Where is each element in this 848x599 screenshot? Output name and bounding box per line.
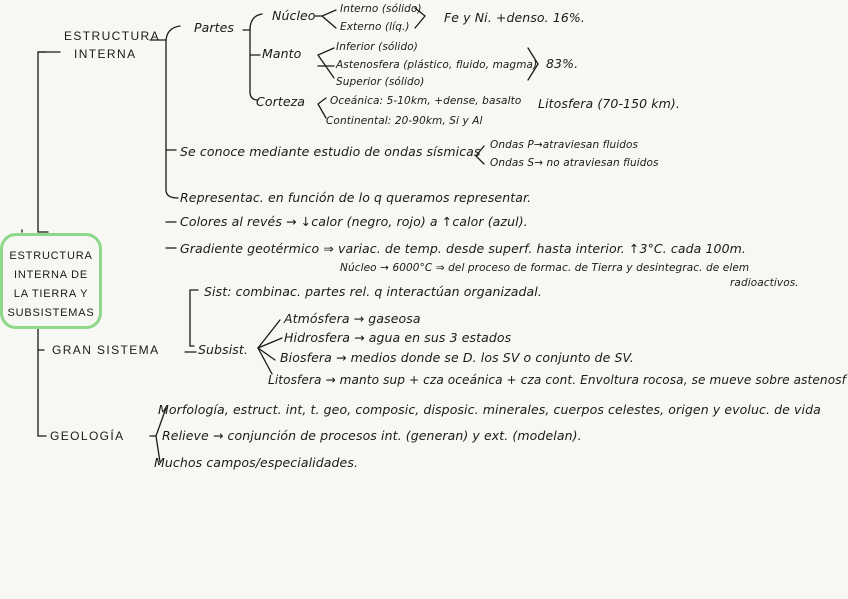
colores-text: Colores al revés → ↓calor (negro, rojo) a ↑calor (azul).: [180, 214, 528, 229]
representac-text: Representac. en función de lo q queramos representar.: [180, 190, 532, 205]
gran-sistema-title: GRAN SISTEMA: [52, 343, 160, 357]
ondas-text: Se conoce mediante estudio de ondas sísmicas: [180, 144, 481, 159]
manto-inferior: Inferior (sólido): [336, 41, 418, 53]
litosfera-text: Litosfera → manto sup + cza oceánica + cza cont. Envoltura rocosa, se mueve sobre astenosf: [268, 372, 846, 387]
nucleo-temp-text: Núcleo → 6000°C ⇒ del proceso de formac. de Tierra y desintegrac. de elem: [340, 262, 750, 274]
sist-text: Sist: combinac. partes rel. q interactúan organizadal.: [204, 284, 542, 299]
manto-astenosfera: Astenosfera (plástico, fluido, magma): [336, 59, 538, 71]
corteza-oceanica: Oceánica: 5-10km, +dense, basalto: [330, 95, 522, 107]
nucleo-interno: Interno (sólido): [340, 3, 422, 15]
estructura-title-1: ESTRUCTURA: [64, 29, 161, 43]
central-line-3: LA TIERRA Y: [13, 288, 89, 300]
corteza-label: Corteza: [256, 94, 306, 109]
campos-text: Muchos campos/especialidades.: [154, 455, 359, 470]
nucleo-externo: Externo (líq.): [340, 21, 410, 33]
central-line-4: SUBSISTEMAS: [7, 307, 95, 319]
central-line-1: ESTRUCTURA: [9, 250, 93, 262]
corteza-note: Litosfera (70-150 km).: [538, 96, 680, 111]
ondas-s: Ondas S→ no atraviesan fluidos: [490, 157, 659, 169]
manto-note: 83%.: [546, 56, 579, 71]
manto-label: Manto: [262, 46, 302, 61]
gradiente-text: Gradiente geotérmico ⇒ variac. de temp. desde superf. hasta interior. ↑3°C. cada 100m.: [180, 241, 746, 256]
nucleo-note: Fe y Ni. +denso. 16%.: [444, 10, 585, 25]
partes-label: Partes: [194, 20, 235, 35]
biosfera-text: Biosfera → medios donde se D. los SV o conjunto de SV.: [280, 350, 634, 365]
atmosfera-text: Atmósfera → gaseosa: [284, 311, 421, 326]
subsist-label: Subsist.: [198, 342, 248, 357]
geologia-title: GEOLOGÍA: [50, 429, 125, 443]
relieve-text: Relieve → conjunción de procesos int. (generan) y ext. (modelan).: [162, 428, 582, 443]
central-topic-box: [0, 233, 102, 329]
nucleo-label: Núcleo: [272, 8, 316, 23]
morfologia-text: Morfología, estruct. int, t. geo, composic, disposic. minerales, cuerpos celestes, origen y evoluc. de vida: [158, 402, 821, 417]
estructura-title-2: INTERNA: [74, 47, 137, 61]
corteza-continental: Continental: 20-90km, Si y Al: [326, 115, 483, 127]
hidrosfera-text: Hidrosfera → agua en sus 3 estados: [284, 330, 512, 345]
ondas-p: Ondas P→atraviesan fluidos: [490, 139, 639, 151]
central-line-2: INTERNA DE: [13, 269, 88, 281]
radioactivos-text: radioactivos.: [730, 277, 799, 289]
manto-superior: Superior (sólido): [336, 76, 425, 88]
